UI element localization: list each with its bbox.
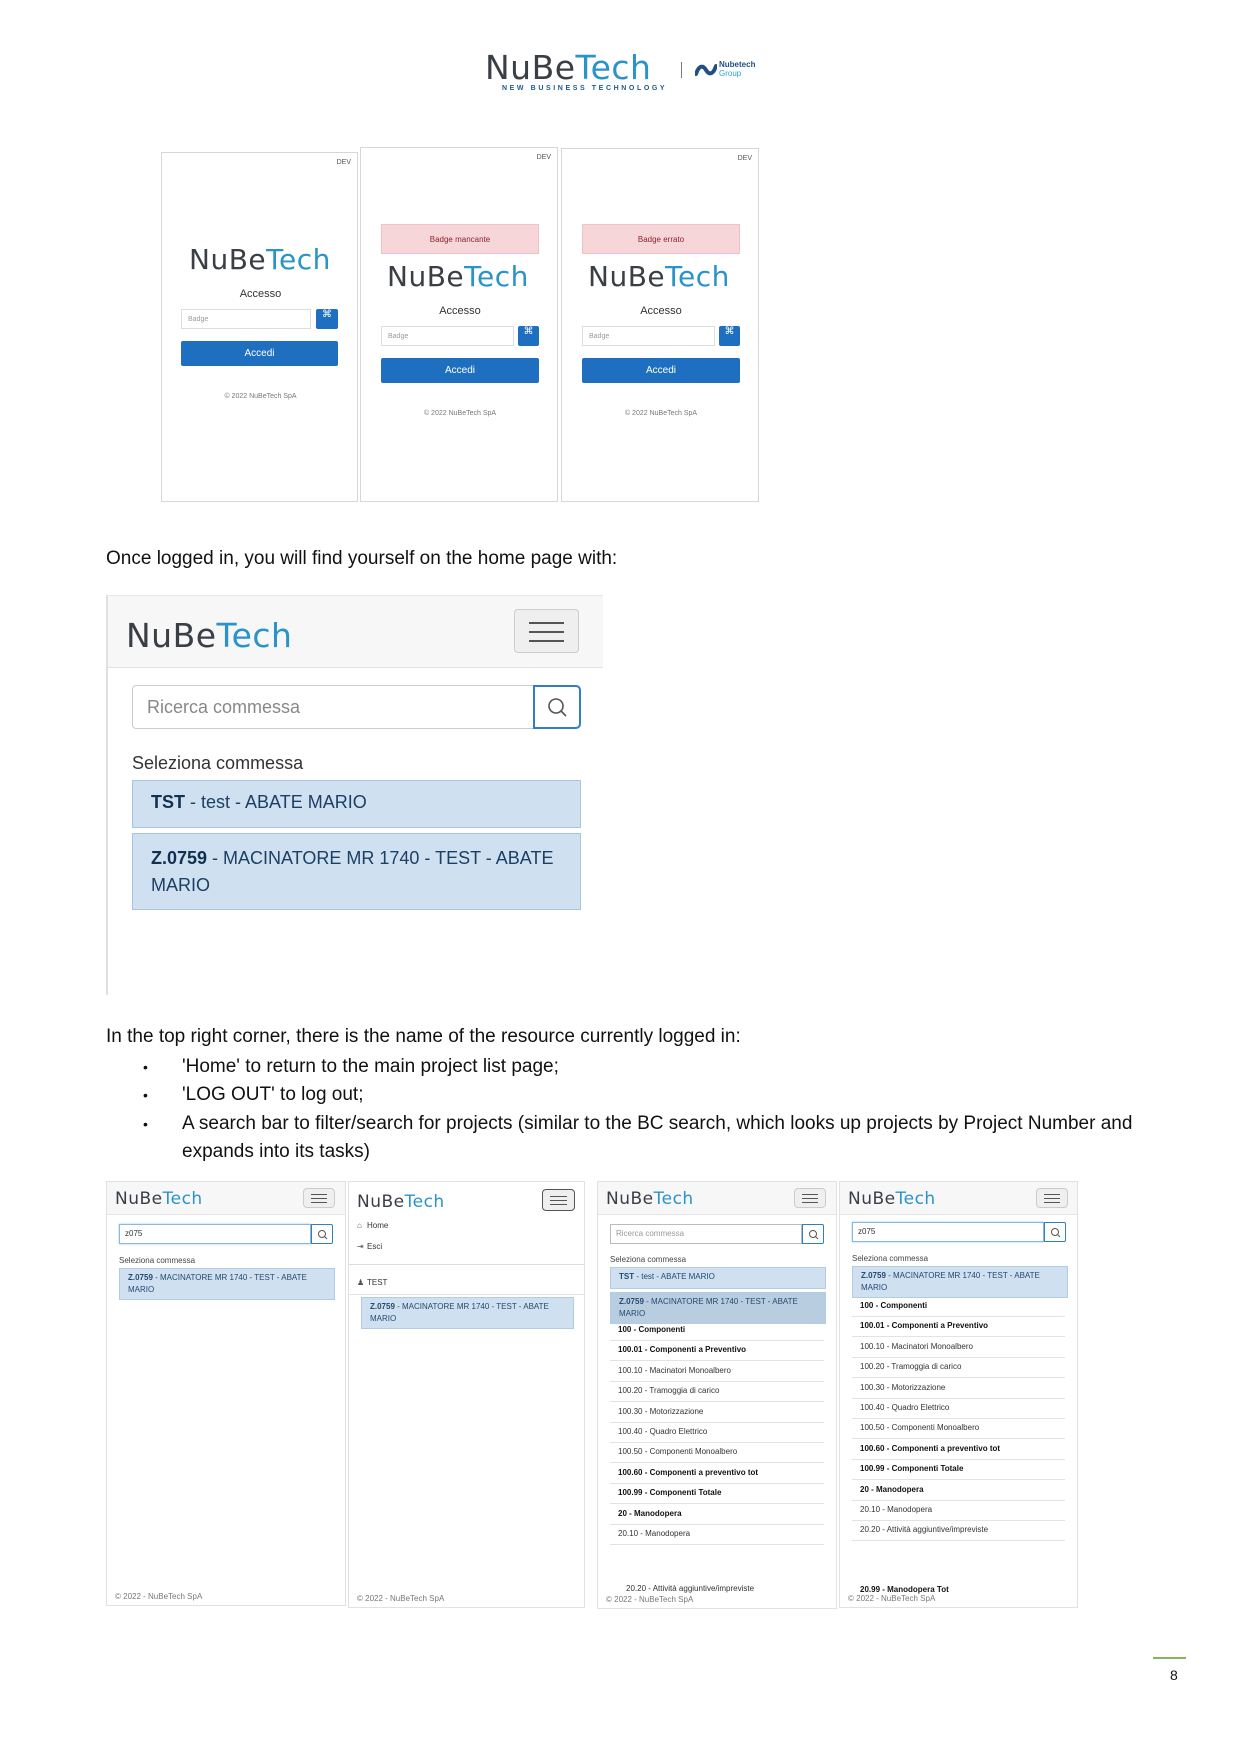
select-project-label: Seleziona commessa [610, 1255, 687, 1264]
search-screenshot [106, 1181, 346, 1606]
list-item: • 'Home' to return to the main project list page; [143, 1053, 1143, 1081]
login-screen-missing-badge [360, 147, 558, 502]
task-item[interactable]: 20.10 - Manodopera [610, 1524, 824, 1545]
login-title: Accesso [640, 305, 682, 317]
footer-copyright: © 2022 - NuBeTech SpA [606, 1595, 694, 1604]
navbar-logo: NuBeTech [126, 616, 293, 655]
alert-missing-badge: Badge mancante [381, 224, 539, 254]
task-item[interactable]: 20.20 - Attività aggiuntive/impreviste [626, 1584, 755, 1593]
login-logo: NuBeTech [387, 260, 529, 293]
task-item[interactable]: 100 - Componenti [852, 1296, 1065, 1317]
scan-badge-button[interactable] [316, 309, 338, 329]
login-title: Accesso [439, 305, 481, 317]
footer-copyright: © 2022 - NuBeTech SpA [848, 1594, 936, 1603]
nubetech-logo: NuBeTech [485, 48, 652, 87]
task-item[interactable]: 100.50 - Componenti Monoalbero [852, 1418, 1065, 1439]
menu-toggle-button[interactable] [514, 609, 579, 653]
badge-input[interactable]: Badge [381, 326, 514, 346]
user-icon: ♟ [357, 1278, 365, 1287]
search-icon [1045, 1223, 1067, 1243]
filtered-tasks-screenshot [839, 1181, 1078, 1608]
home-icon: ⌂ [357, 1221, 362, 1230]
search-button[interactable] [311, 1224, 333, 1244]
project-item[interactable]: TST - test - ABATE MARIO [610, 1267, 826, 1289]
search-input[interactable]: Ricerca commessa [132, 685, 539, 729]
task-item[interactable]: 100.20 - Tramoggia di carico [610, 1381, 824, 1402]
login-button[interactable]: Accedi [181, 341, 338, 366]
login-button[interactable]: Accedi [582, 358, 740, 383]
scan-icon: ⌘ [523, 326, 534, 337]
menu-toggle-button[interactable] [303, 1188, 335, 1208]
user-label: ♟ TEST [357, 1278, 388, 1287]
document-header-logo [485, 48, 785, 98]
task-item[interactable]: 100.60 - Componenti a preventivo tot [852, 1439, 1065, 1460]
navbar-logo: NuBeTech [115, 1189, 203, 1209]
logo-tagline: NEW BUSINESS TECHNOLOGY [502, 85, 668, 92]
task-item[interactable]: 100.01 - Componenti a Preventivo [852, 1316, 1065, 1337]
intro-paragraph: Once logged in, you will find yourself on the home page with: [106, 548, 618, 569]
login-screen-wrong-badge [561, 148, 759, 502]
navbar [598, 1182, 836, 1215]
env-label: DEV [737, 155, 752, 162]
env-label: DEV [536, 154, 551, 161]
badge-input[interactable]: Badge [181, 309, 311, 329]
project-item[interactable]: Z.0759 - MACINATORE MR 1740 - TEST - ABATE MARIO [852, 1266, 1068, 1298]
project-item[interactable]: Z.0759 - MACINATORE MR 1740 - TEST - ABATE MARIO [119, 1268, 335, 1300]
search-icon [535, 687, 583, 731]
task-item[interactable]: 100.40 - Quadro Elettrico [610, 1422, 824, 1443]
search-button[interactable] [802, 1224, 824, 1244]
task-item[interactable]: 100.99 - Componenti Totale [852, 1459, 1065, 1480]
search-input[interactable]: z075 [852, 1222, 1044, 1242]
task-item[interactable]: 100.10 - Macinatori Monoalbero [610, 1361, 824, 1382]
page-number: 8 [1170, 1667, 1178, 1683]
menu-toggle-button[interactable] [542, 1189, 575, 1211]
list-item: • 'LOG OUT' to log out; [143, 1081, 1143, 1109]
divider [349, 1294, 584, 1295]
task-item[interactable]: 100.40 - Quadro Elettrico [852, 1398, 1065, 1419]
navbar-logo: NuBeTech [357, 1192, 445, 1212]
task-item[interactable]: 20 - Manodopera [852, 1480, 1065, 1501]
copyright: © 2022 NuBeTech SpA [423, 410, 497, 417]
task-item[interactable]: 100.10 - Macinatori Monoalbero [852, 1337, 1065, 1358]
search-icon [803, 1225, 825, 1245]
tasks-screenshot [597, 1181, 837, 1609]
navbar [108, 595, 603, 668]
select-project-label: Seleziona commessa [852, 1254, 929, 1263]
task-item[interactable]: 100 - Componenti [610, 1320, 824, 1341]
footer-copyright: © 2022 - NuBeTech SpA [115, 1592, 203, 1601]
login-button[interactable]: Accedi [381, 358, 539, 383]
scan-icon: ⌘ [724, 326, 735, 337]
nubetech-group-icon [695, 63, 717, 77]
project-item[interactable]: Z.0759 - MACINATORE MR 1740 - TEST - ABATE MARIO [132, 833, 581, 910]
scan-badge-button[interactable] [518, 326, 539, 346]
task-item[interactable]: 100.99 - Componenti Totale [610, 1483, 824, 1504]
task-item[interactable]: 100.30 - Motorizzazione [852, 1378, 1065, 1399]
project-item[interactable]: TST - test - ABATE MARIO [132, 780, 581, 828]
select-project-label: Seleziona commessa [132, 753, 304, 773]
hamburger-icon [529, 622, 564, 624]
task-item[interactable]: 100.50 - Componenti Monoalbero [610, 1442, 824, 1463]
page-number-rule [1153, 1657, 1186, 1659]
search-button[interactable] [1044, 1222, 1066, 1242]
login-title: Accesso [239, 288, 282, 300]
menu-home-link[interactable]: ⌂ Home [357, 1221, 389, 1230]
alert-wrong-badge: Badge errato [582, 224, 740, 254]
menu-toggle-button[interactable] [794, 1188, 826, 1208]
menu-toggle-button[interactable] [1036, 1188, 1068, 1208]
navbar [107, 1182, 345, 1215]
navbar-logo: NuBeTech [606, 1189, 694, 1209]
login-screen [161, 152, 358, 502]
search-input[interactable]: Ricerca commessa [610, 1224, 802, 1244]
navbar [840, 1182, 1077, 1215]
task-item[interactable]: 100.30 - Motorizzazione [610, 1402, 824, 1423]
task-item[interactable]: 100.20 - Tramoggia di carico [852, 1357, 1065, 1378]
logo-divider [681, 62, 682, 78]
scan-icon: ⌘ [322, 309, 332, 320]
task-item[interactable]: 20 - Manodopera [610, 1504, 824, 1525]
footer-copyright: © 2022 - NuBeTech SpA [357, 1594, 445, 1603]
navbar-logo: NuBeTech [848, 1189, 936, 1209]
env-label: DEV [336, 159, 351, 166]
menu-open-screenshot [348, 1181, 585, 1608]
task-item[interactable]: 100.60 - Componenti a preventivo tot [610, 1463, 824, 1484]
search-button[interactable] [533, 685, 581, 729]
scan-badge-button[interactable] [719, 326, 740, 346]
project-item[interactable]: Z.0759 - MACINATORE MR 1740 - TEST - ABATE MARIO [361, 1297, 574, 1329]
group-name: Nubetech Group [719, 60, 756, 78]
project-item-selected[interactable]: Z.0759 - MACINATORE MR 1740 - TEST - ABATE MARIO [610, 1292, 826, 1324]
search-input[interactable]: z075 [119, 1224, 311, 1244]
badge-input[interactable]: Badge [582, 326, 715, 346]
logout-icon: ⇥ [357, 1242, 364, 1251]
login-logo: NuBeTech [588, 260, 730, 293]
task-item[interactable]: 100.01 - Componenti a Preventivo [610, 1340, 824, 1361]
list-item: • A search bar to filter/search for projects (similar to the BC search, which looks up projects by Project Number and expands into its tasks) [143, 1110, 1143, 1166]
feature-list [143, 1053, 1143, 1166]
copyright: © 2022 NuBeTech SpA [624, 410, 698, 417]
select-project-label: Seleziona commessa [119, 1256, 196, 1265]
task-item[interactable]: 20.10 - Manodopera [852, 1500, 1065, 1521]
divider [349, 1264, 584, 1265]
login-logo: NuBeTech [189, 243, 331, 276]
task-item[interactable]: 20.99 - Manodopera Tot [860, 1585, 949, 1594]
menu-logout-link[interactable]: ⇥ Esci [357, 1242, 383, 1251]
home-page-screenshot [106, 595, 601, 995]
top-right-paragraph: In the top right corner, there is the name of the resource currently logged in: [106, 1026, 741, 1047]
task-item[interactable]: 20.20 - Attività aggiuntive/impreviste [852, 1520, 1065, 1541]
search-icon [312, 1225, 334, 1245]
copyright: © 2022 NuBeTech SpA [224, 393, 297, 400]
